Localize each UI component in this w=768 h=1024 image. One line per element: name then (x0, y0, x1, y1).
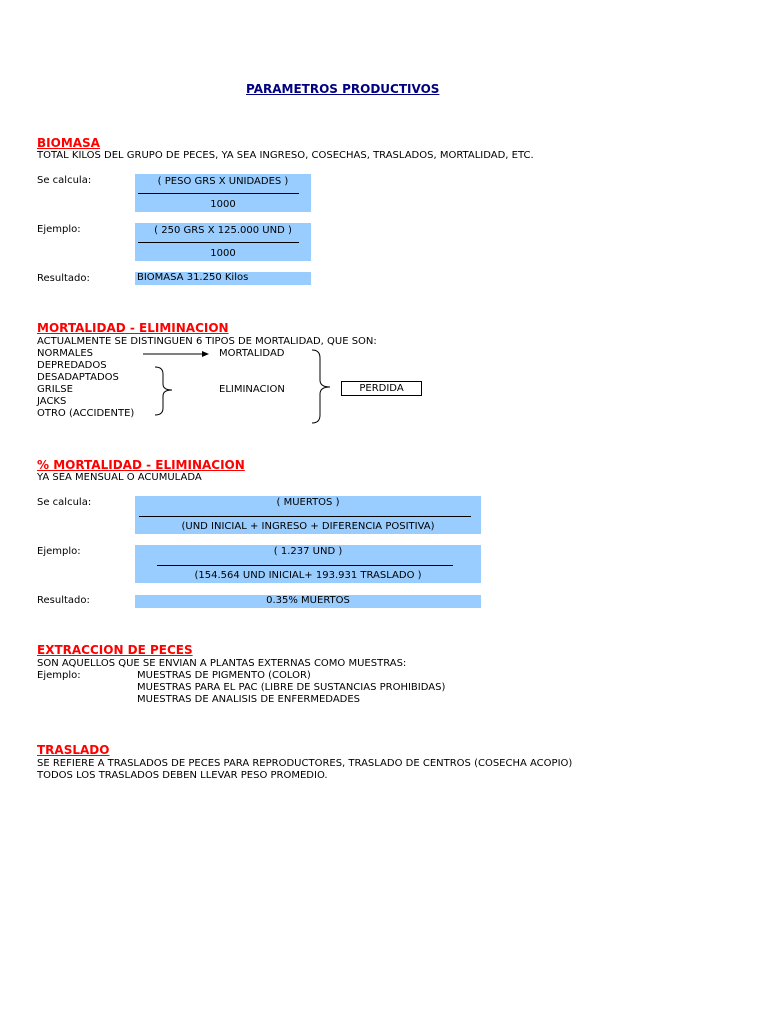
list-item: MUESTRAS PARA EL PAC (LIBRE DE SUSTANCIAS PROHIBIDAS) (137, 682, 446, 693)
mortality-type: DEPREDADOS (37, 360, 107, 371)
formula-numerator: ( 250 GRS X 125.000 UND ) (154, 225, 292, 236)
formula-denominator: 1000 (210, 248, 236, 259)
pct-mortalidad-description: YA SEA MENSUAL O ACUMULADA (37, 472, 202, 483)
formula-numerator: ( MUERTOS ) (276, 497, 340, 508)
biomasa-calc-label: Se calcula: (37, 175, 92, 186)
traslado-line-2: TODOS LOS TRASLADOS DEBEN LLEVAR PESO PROMEDIO. (37, 770, 328, 781)
formula-denominator: 1000 (210, 199, 236, 210)
fraction-bar (139, 516, 471, 517)
formula-numerator: ( 1.237 UND ) (273, 546, 343, 557)
mortalidad-description: ACTUALMENTE SE DISTINGUEN 6 TIPOS DE MORTALIDAD, QUE SON: (37, 336, 377, 347)
eliminacion-label: ELIMINACION (219, 384, 285, 395)
biomasa-result-label: Resultado: (37, 273, 90, 284)
mortality-type: NORMALES (37, 348, 94, 359)
pct-result-box (135, 595, 481, 608)
brace-icon (155, 367, 172, 415)
mortality-type: OTRO (ACCIDENTE) (37, 408, 135, 419)
list-item: MUESTRAS DE PIGMENTO (COLOR) (137, 670, 311, 681)
biomasa-description: TOTAL KILOS DEL GRUPO DE PECES, YA SEA INGRESO, COSECHAS, TRASLADOS, MORTALIDAD, ETC. (37, 150, 534, 161)
mortality-type: GRILSE (37, 384, 73, 395)
formula-denominator: (UND INICIAL + INGRESO + DIFERENCIA POSITIVA) (181, 521, 435, 532)
pct-example-formula (135, 545, 481, 583)
extraccion-description: SON AQUELLOS QUE SE ENVIAN A PLANTAS EXTERNAS COMO MUESTRAS: (37, 658, 407, 669)
fraction-bar (157, 565, 453, 566)
formula-numerator: ( PESO GRS X UNIDADES ) (157, 176, 289, 187)
pct-calc-formula (135, 496, 481, 534)
mortality-type: JACKS (37, 396, 67, 407)
biomasa-result-value: BIOMASA 31.250 Kilos (137, 272, 249, 283)
pct-result-value: 0.35% MUERTOS (266, 595, 350, 606)
pct-calc-label: Se calcula: (37, 497, 92, 508)
formula-denominator: (154.564 UND INICIAL+ 193.931 TRASLADO ) (194, 570, 422, 581)
mortalidad-label: MORTALIDAD (219, 348, 285, 359)
pct-result-label: Resultado: (37, 595, 90, 606)
arrow-right-icon (143, 351, 209, 357)
perdida-label: PERDIDA (359, 383, 404, 394)
brace-icon (312, 350, 330, 423)
traslado-line-1: SE REFIERE A TRASLADOS DE PECES PARA REPRODUCTORES, TRASLADO DE CENTROS (COSECHA ACOPIO) (37, 758, 573, 769)
list-item: MUESTRAS DE ANALISIS DE ENFERMEDADES (137, 694, 361, 705)
section-heading-traslado: TRASLADO (37, 743, 110, 757)
section-heading-mortalidad: MORTALIDAD - ELIMINACION (37, 321, 229, 335)
section-heading-biomasa: BIOMASA (37, 136, 100, 150)
section-heading-extraccion: EXTRACCION DE PECES (37, 643, 193, 657)
section-heading-pct-mortalidad: % MORTALIDAD - ELIMINACION (37, 458, 245, 472)
extraccion-example-label: Ejemplo: (37, 670, 81, 681)
biomasa-example-label: Ejemplo: (37, 224, 81, 235)
mortality-type: DESADAPTADOS (37, 372, 119, 383)
pct-example-label: Ejemplo: (37, 546, 81, 557)
page-title: PARAMETROS PRODUCTIVOS (246, 82, 440, 96)
